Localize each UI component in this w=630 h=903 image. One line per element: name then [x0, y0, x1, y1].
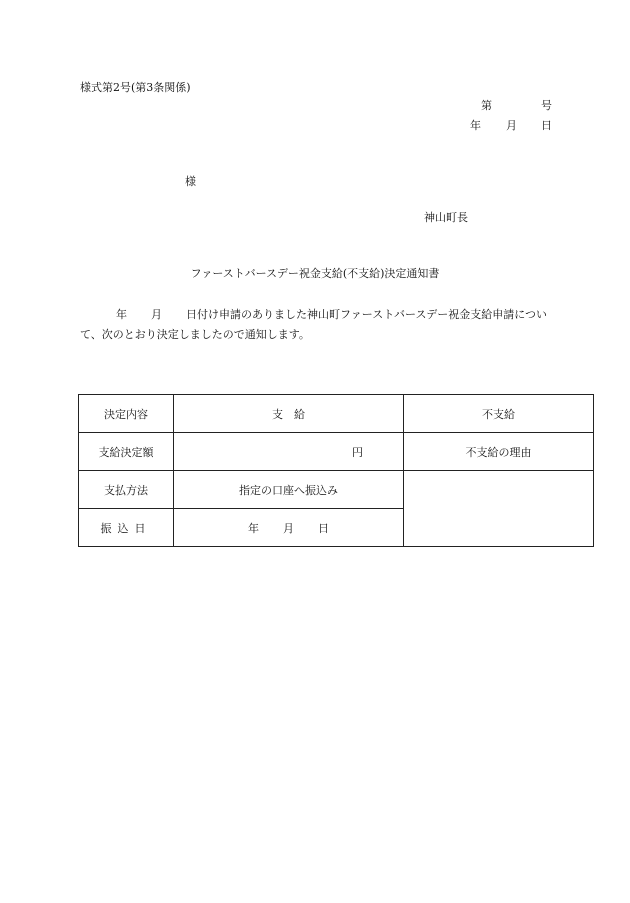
transfer-year: 年: [248, 521, 259, 535]
body-month: 月: [151, 308, 162, 321]
non-payment-reason-label: 不支給の理由: [404, 433, 594, 471]
payment-method-value: 指定の口座へ振込み: [174, 471, 404, 509]
non-payment-reason-value: [404, 471, 594, 547]
table-row: [79, 433, 594, 471]
payment-method-label: 支払方法: [79, 471, 174, 509]
form-number: 様式第2号(第3条関係): [80, 81, 191, 94]
body-year: 年: [116, 308, 127, 321]
table-row: [79, 395, 594, 433]
table-row: [79, 471, 594, 509]
payment-option: 支 給: [174, 395, 404, 433]
document-number-prefix: 第: [481, 99, 492, 112]
non-payment-option: 不支給: [404, 395, 594, 433]
decision-table: [78, 394, 594, 547]
transfer-date-label: 振込日: [79, 509, 174, 547]
body-paragraph: [80, 305, 552, 345]
body-text: 日付け申請のありました神山町ファーストバースデー祝金支給申請について、次のとおり決定しましたので通知します。: [80, 308, 548, 341]
decision-content-label: 決定内容: [79, 395, 174, 433]
transfer-day: 日: [318, 521, 329, 535]
transfer-date-value: [174, 509, 404, 547]
document-title: ファーストバースデー祝金支給(不支給)決定通知書: [190, 267, 440, 280]
issue-date-day: 日: [541, 119, 552, 132]
addressee-honorific: 様: [185, 175, 196, 188]
issue-date-month: 月: [506, 119, 517, 132]
transfer-month: 月: [283, 521, 294, 535]
payment-amount-label: 支給決定額: [79, 433, 174, 471]
document-number-suffix: 号: [541, 99, 552, 112]
issuer-name: 神山町長: [424, 211, 468, 224]
payment-amount-value: 円: [174, 433, 404, 471]
issue-date-year: 年: [470, 119, 481, 132]
